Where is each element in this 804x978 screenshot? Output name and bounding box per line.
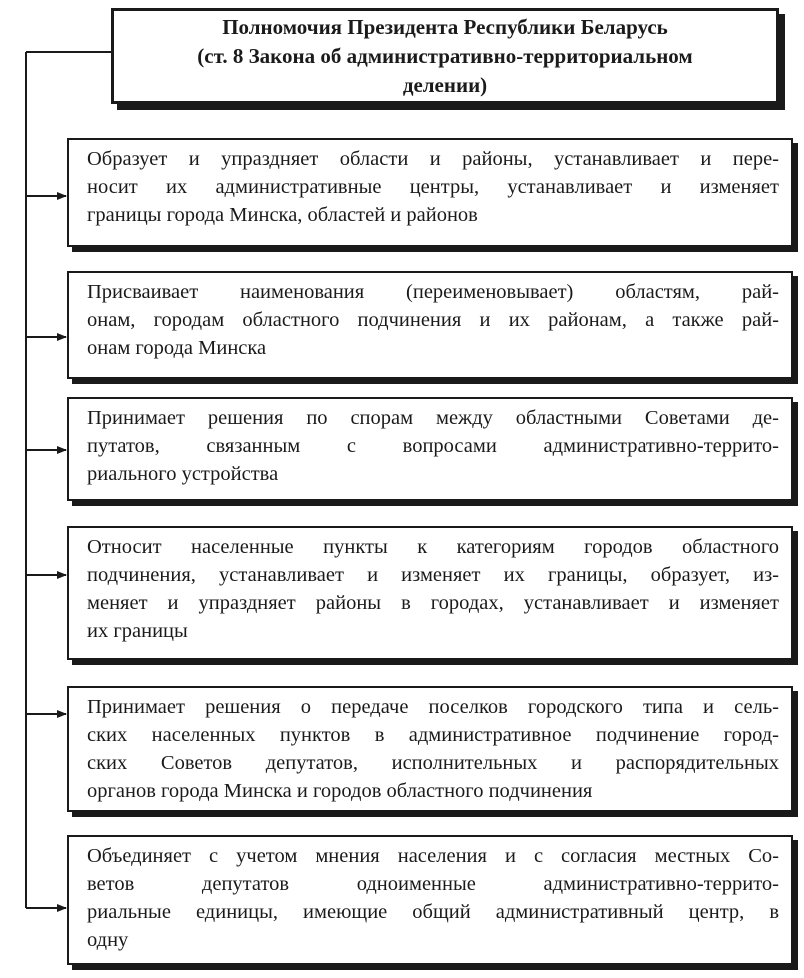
power-5-line-2: ских населенных пунктов в административное подчинение город- [87, 724, 779, 746]
power-box-2 [67, 271, 793, 379]
power-3-line-1: Принимает решения по спорам между областными Советами де- [87, 407, 779, 429]
title-line-1: Полномочия Президента Республики Беларусь [222, 14, 668, 39]
power-5-line-3: ских Советов депутатов, исполнительных и распорядительных [87, 752, 779, 774]
title-line-3: делении) [402, 72, 488, 97]
power-4-line-1: Относит населенные пункты к категориям городов областного [87, 536, 779, 558]
power-4-line-2: подчинения, устанавливает и изменяет их границы, образует, из- [87, 564, 779, 586]
power-1-line-1: Образует и упраздняет области и районы, устанавливает и пере- [87, 148, 779, 170]
power-2-line-3: онам города Минска [87, 337, 267, 359]
power-4-line-3: меняет и упраздняет районы в городах, устанавливает и изменяет [87, 592, 779, 614]
power-1-line-3: границы города Минска, областей и районов [87, 204, 478, 226]
title-line-2: (ст. 8 Закона об административно-территориальном [197, 43, 693, 68]
power-3-line-2: путатов, связанным с вопросами административно-террито- [87, 435, 779, 457]
power-box-1 [67, 138, 793, 247]
power-5-line-1: Принимает решения о передаче поселков городского типа и сель- [87, 696, 779, 718]
power-box-3 [67, 397, 793, 501]
power-6-line-1: Объединяет с учетом мнения населения и с согласия местных Со- [87, 845, 779, 867]
power-6-line-3: риальные единицы, имеющие общий административный центр, в [87, 901, 779, 923]
power-6-line-4: одну [87, 929, 129, 951]
power-box-6 [67, 835, 793, 965]
power-3-line-3: риального устройства [87, 463, 279, 485]
power-box-5 [67, 686, 793, 812]
power-6-line-2: ветов депутатов одноименные административно-террито- [87, 873, 779, 895]
power-5-line-4: органов города Минска и городов областного подчинения [87, 780, 593, 802]
power-1-line-2: носит их административные центры, устанавливает и изменяет [87, 176, 779, 198]
title-box [111, 8, 779, 104]
power-2-line-2: онам, городам областного подчинения и их районам, а также рай- [87, 309, 779, 331]
power-2-line-1: Присваивает наименования (переименовывает) областям, рай- [87, 281, 779, 303]
power-box-4 [67, 526, 793, 660]
power-4-line-4: их границы [87, 620, 188, 642]
